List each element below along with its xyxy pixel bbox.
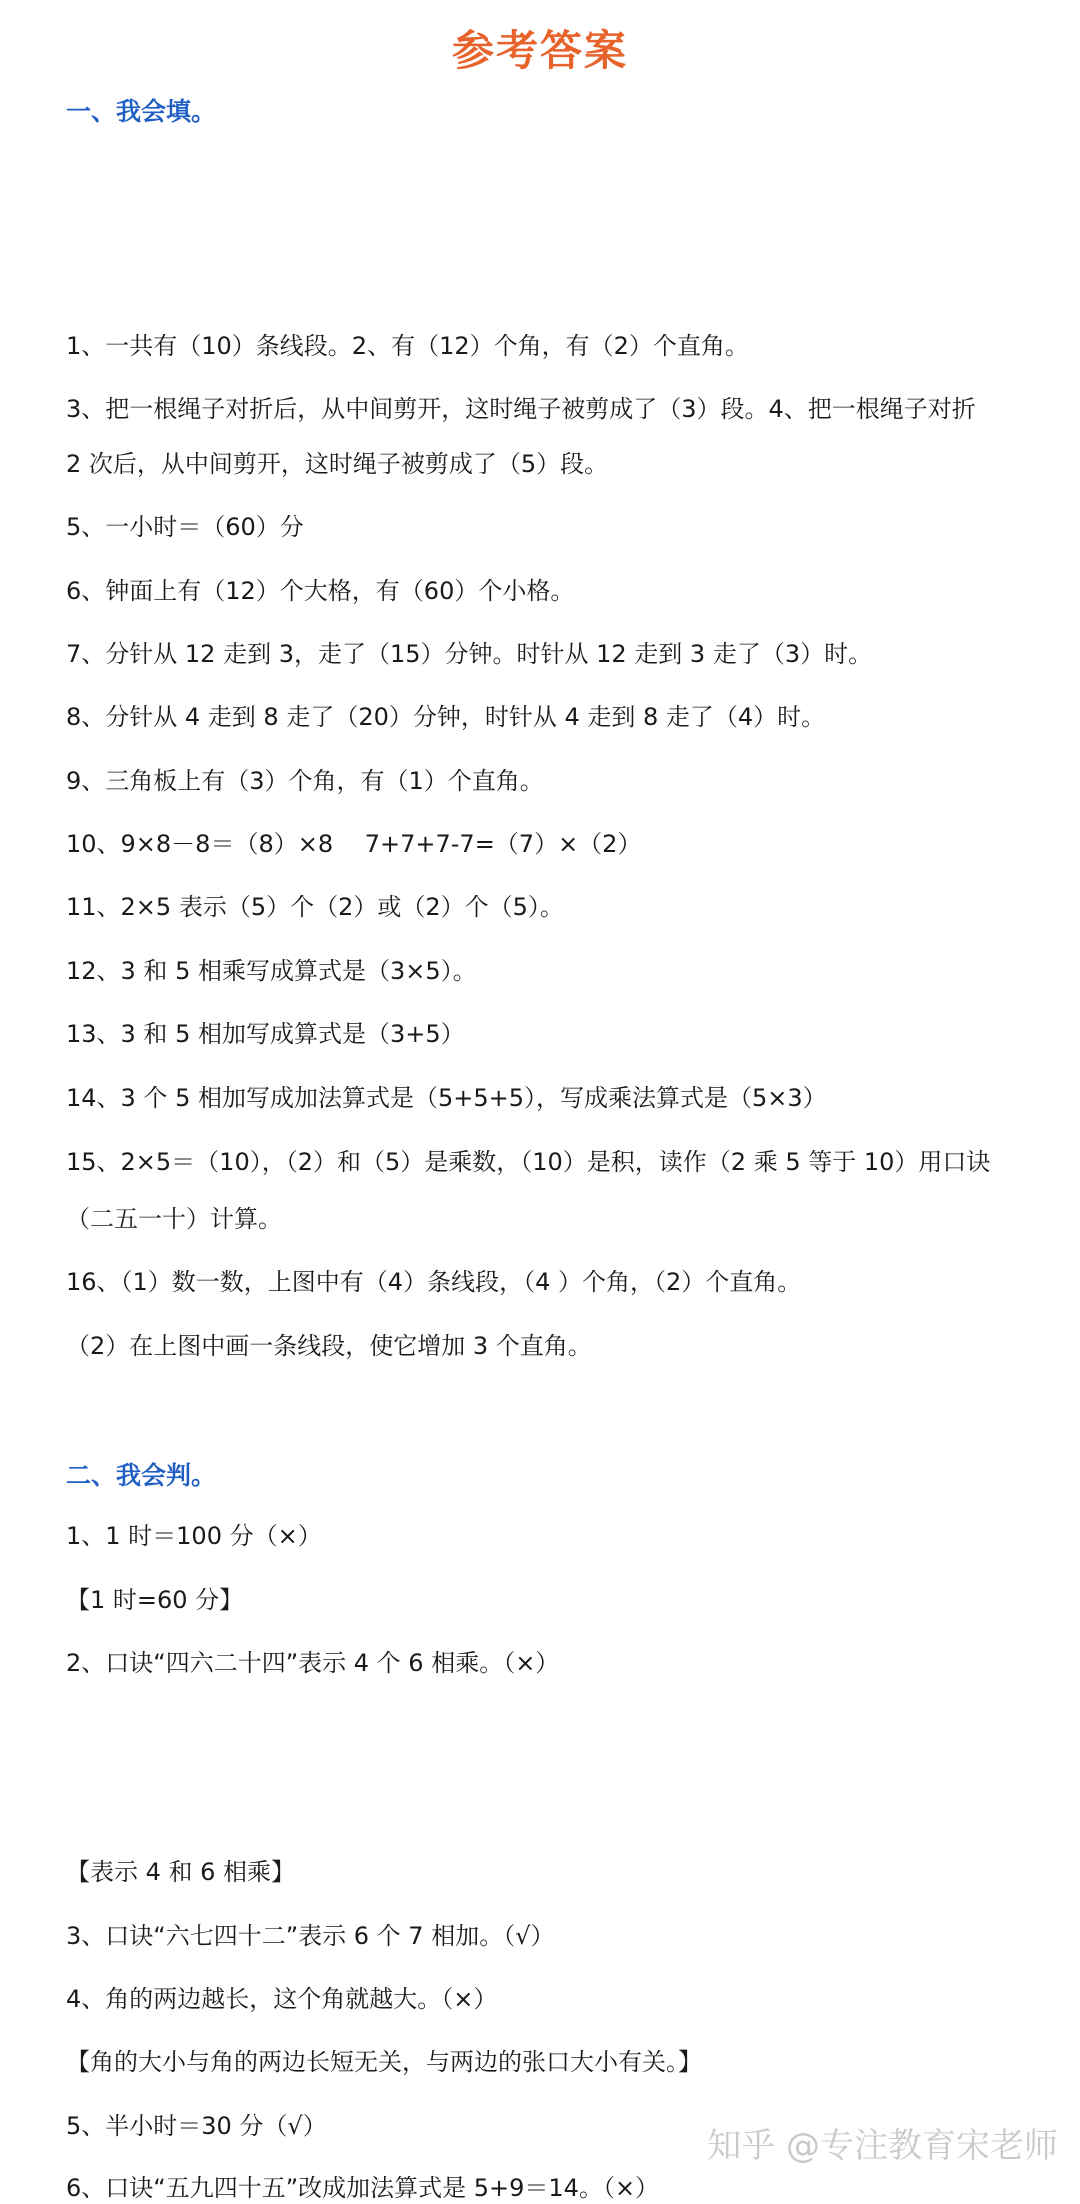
answer-line: 7、分针从 12 走到 3，走了（15）分钟。时针从 12 走到 3 走了（3）时。 [66,640,873,668]
answer-line: 1、1 时＝100 分（×） [66,1522,322,1550]
answer-line: 12、3 和 5 相乘写成算式是（3×5）。 [66,957,477,985]
answer-line: 6、钟面上有（12）个大格，有（60）个小格。 [66,577,575,605]
page-title: 参考答案 [451,26,628,75]
answer-line: 4、角的两边越长，这个角就越大。（×） [66,1985,498,2013]
answer-line: 6、口诀“五九四十五”改成加法算式是 5+9＝14。（×） [66,2174,660,2202]
answer-line: 13、3 和 5 相加写成算式是（3+5） [66,1020,465,1048]
answer-line: 8、分针从 4 走到 8 走了（20）分钟，时针从 4 走到 8 走了（4）时。 [66,703,826,731]
answer-line: 14、3 个 5 相加写成加法算式是（5+5+5），写成乘法算式是（5×3） [66,1084,827,1112]
answer-line: 15、2×5＝（10），（2）和（5）是乘数，（10）是积，读作（2 乘 5 等于 10）用口诀 [66,1148,991,1176]
answer-line: 3、口诀“六七四十二”表示 6 个 7 相加。（√） [66,1922,555,1950]
answer-line: 16、（1）数一数，上图中有（4）条线段，（4 ）个角，（2）个直角。 [66,1268,802,1296]
section-heading-fill-in: 一、我会填。 [66,97,217,126]
answer-line: 11、2×5 表示（5）个（2）或（2）个（5）。 [66,893,564,921]
answer-note: 【1 时=60 分】 [66,1586,244,1614]
answer-line: （二五一十）计算。 [66,1205,282,1233]
answer-line: 5、半小时＝30 分（√） [66,2112,327,2140]
answer-line: 3、把一根绳子对折后，从中间剪开，这时绳子被剪成了（3）段。4、把一根绳子对折 [66,395,976,423]
answer-line: 2、口诀“四六二十四”表示 4 个 6 相乘。（×） [66,1649,560,1677]
section-heading-judge: 二、我会判。 [66,1461,217,1490]
answer-line: 10、9×8－8＝（8）×8 7+7+7-7=（7）×（2） [66,830,642,858]
answer-line: 2 次后，从中间剪开，这时绳子被剪成了（5）段。 [66,450,609,478]
answer-line: （2）在上图中画一条线段，使它增加 3 个直角。 [66,1332,592,1360]
answer-line: 5、一小时＝（60）分 [66,513,304,541]
zhihu-watermark: 知乎 @专注教育宋老师 [707,2126,1058,2166]
answer-note: 【角的大小与角的两边长短无关，与两边的张口大小有关。】 [66,2048,702,2076]
answer-line: 1、一共有（10）条线段。2、有（12）个角，有（2）个直角。 [66,332,749,360]
answer-note: 【表示 4 和 6 相乘】 [66,1858,296,1886]
answer-line: 9、三角板上有（3）个角，有（1）个直角。 [66,767,544,795]
